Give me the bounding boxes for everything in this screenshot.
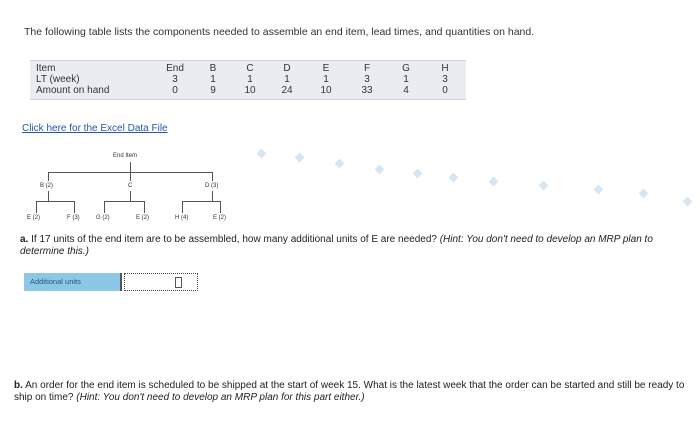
question-b-text: An order for the end item is scheduled to be shipped at the start of week 15. What is the latest week that the order can be started and still be ready to ship on time? [14,380,685,403]
tree-node-h: H (4) [175,215,189,221]
tree-connector [212,172,213,181]
table-cell: 1 [323,74,329,85]
decorative-mark [449,173,459,183]
excel-data-file-link[interactable]: Click here for the Excel Data File [22,123,168,134]
row-label-lt: LT (week) [36,74,80,85]
table-cell: 9 [210,85,216,96]
table-cell: 0 [442,85,448,96]
tree-node-b: B (2) [40,183,54,189]
table-cell: C [246,63,254,74]
tree-connector [182,201,220,202]
table-column-f [354,63,380,96]
table-cell: 0 [172,85,178,96]
question-b-hint: (Hint: You don't need to develop an MRP plan for this part either.) [76,392,365,403]
table-cell: 1 [284,74,290,85]
tree-connector [48,172,49,181]
question-a-prefix: a. [20,234,29,245]
tree-connector [104,201,144,202]
decorative-mark [295,153,305,163]
table-cell: H [441,63,449,74]
decorative-mark [594,185,604,195]
table-cell: 1 [210,74,216,85]
tree-node-c: C [128,183,133,189]
table-cell: 33 [361,85,373,96]
table-cell: 3 [364,74,370,85]
question-b-prefix: b. [14,380,23,391]
text-cursor-icon [175,277,182,288]
intro-text: The following table lists the components needed to assemble an end item, lead times, and quantities on hand. [24,26,535,38]
tree-node-end-item: End Item [113,153,138,159]
decorative-mark [489,177,499,187]
table-cell: 1 [247,74,253,85]
decorative-mark [683,197,693,207]
table-column-end [162,63,188,96]
table-column-h [432,63,458,96]
decorative-mark [335,159,345,169]
tree-node-e: E (2) [27,215,41,221]
tree-node-e: E (2) [213,215,227,221]
tree-connector [220,201,221,213]
tree-node-d: D (3) [205,183,219,189]
table-cell: D [283,63,291,74]
table-column-g [393,63,419,96]
tree-connector [130,172,131,181]
tree-connector [48,191,49,201]
question-a-hint: (Hint: You don't need to develop an MRP plan to determine this.) [20,234,653,257]
table-column-e [313,63,339,96]
question-a [20,234,690,258]
row-label-amount: Amount on hand [36,85,110,96]
table-cell: 3 [442,74,448,85]
table-cell: 10 [320,85,332,96]
tree-connector [212,191,213,201]
tree-node-f: F (3) [67,215,80,221]
tree-connector [144,201,145,213]
tree-connector [36,201,37,213]
tree-connector [104,201,105,213]
row-label-item: Item [36,63,56,74]
additional-units-label: Additional units [24,273,122,291]
tree-node-e: E (2) [136,215,150,221]
tree-connector [182,201,183,213]
product-structure-tree [20,145,270,223]
table-cell: End [166,63,184,74]
tree-node-g: G (2) [96,215,110,221]
tree-connector [74,201,75,213]
table-cell: 10 [244,85,256,96]
table-column-d [274,63,300,96]
decorative-mark [413,169,423,179]
table-cell: F [363,63,371,74]
question-b [14,380,690,404]
tree-connector [36,201,74,202]
table-column-c [237,63,263,96]
table-cell: G [402,63,410,74]
table-cell: B [209,63,217,74]
decorative-mark [375,165,385,175]
table-cell: E [322,63,330,74]
question-a-text: If 17 units of the end item are to be assembled, how many additional units of E are needed? [31,234,437,245]
table-cell: 1 [403,74,409,85]
additional-units-input[interactable] [124,273,198,291]
tree-connector [130,191,131,201]
table-column-b [200,63,226,96]
decorative-mark [539,181,549,191]
table-cell: 4 [403,85,409,96]
table-cell: 24 [281,85,293,96]
components-table [30,60,466,100]
table-cell: 3 [172,74,178,85]
tree-connector [130,162,131,172]
decorative-mark [639,189,649,199]
